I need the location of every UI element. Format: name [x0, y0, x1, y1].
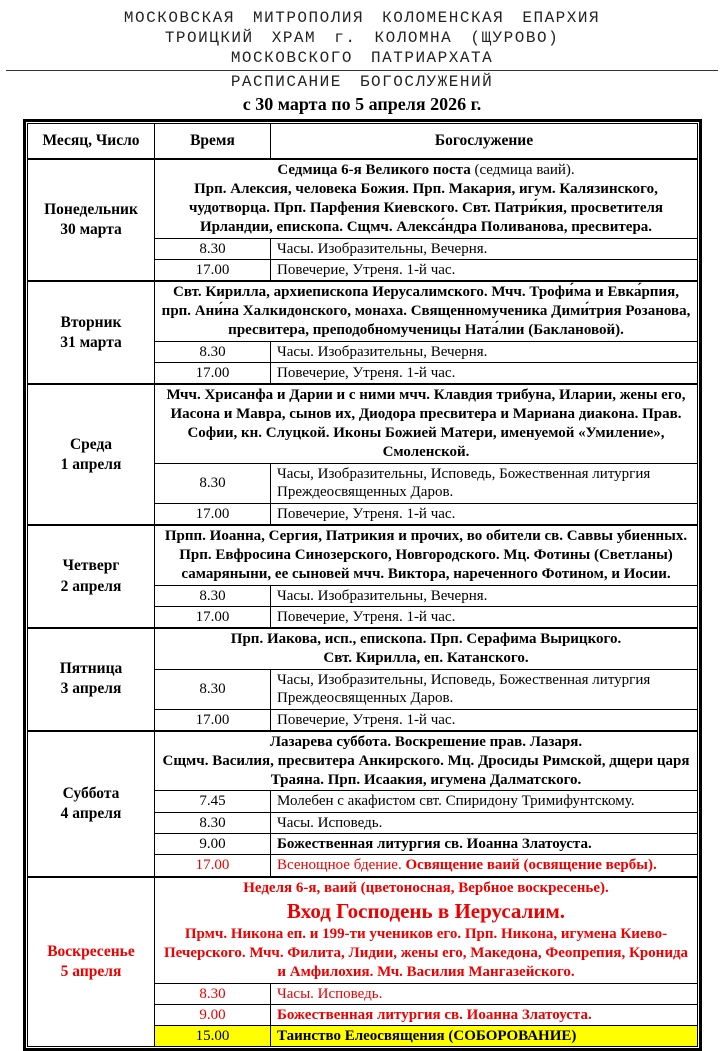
text-segment: Сщмч. Василия, пресвитера Анкирского. Мц. Дросиды Римской, дщери царя Траяна. Прп. Исаакия, игумена Далматского.	[162, 752, 690, 788]
text-segment: Молебен с акафистом свт. Спиридону Тримифунтскому.	[277, 793, 635, 810]
column-header-time: Время	[155, 124, 271, 160]
service-cell	[271, 585, 698, 606]
church-name-line: ТРОИЦКИЙ ХРАМ г. КОЛОМНА (ЩУРОВО)	[164, 29, 560, 47]
text-segment: Повечерие, Утреня. 1-й час.	[277, 505, 456, 522]
day-name: Суббота	[62, 784, 120, 802]
day-date: 30 марта	[60, 221, 122, 239]
time-cell: 8.30	[155, 463, 271, 503]
service-cell	[271, 855, 698, 877]
time-cell: 17.00	[155, 855, 271, 877]
day-cell	[28, 159, 155, 281]
day-cell	[28, 281, 155, 384]
day-section-row	[28, 159, 698, 238]
day-date: 1 апреля	[60, 455, 122, 473]
description-line	[161, 180, 691, 237]
text-segment: Прмч. Никона еп. и 199-ти учеников его. Прп. Никона, игумена Киево-Печерского. Мчч. Филита, Лидии, жены его, Македона, Феопрепия, Кронида и Амфилохия. Мч. Василия Мангазейского.	[163, 925, 689, 980]
day-description	[155, 384, 698, 463]
letterhead	[0, 8, 724, 115]
text-segment: Часы. Изобразительны, Вечерня.	[277, 240, 488, 257]
metropolis-line: МОСКОВСКАЯ МИТРОПОЛИЯ КОЛОМЕНСКАЯ ЕПАРХИЯ	[123, 9, 601, 27]
service-cell	[271, 834, 698, 855]
column-header-month-date: Месяц, Число	[28, 124, 155, 160]
service-cell	[271, 259, 698, 281]
text-segment: Часы. Исповедь.	[277, 985, 383, 1002]
text-segment: Часы. Изобразительны, Вечерня.	[277, 343, 488, 360]
day-section-row	[28, 628, 698, 669]
description-line	[161, 898, 691, 925]
text-segment: Свт. Кирилла, архиепископа Иерусалимского. Мчч. Трофи́ма и Евка́рпия, прп. Ани́на Халкидонского, монаха. Священномученика Дими́трия Розанова, пресвитера, преподобномученицы Ната́лии (Баклановой).	[161, 284, 691, 338]
service-cell	[271, 669, 698, 709]
description-line	[161, 161, 691, 180]
day-date: 3 апреля	[60, 680, 122, 698]
service-cell	[271, 341, 698, 362]
description-line	[161, 752, 691, 790]
time-cell: 17.00	[155, 259, 271, 281]
text-segment: Мчч. Хрисанфа и Дарии и с ними мчч. Клавдия трибуна, Иларии, жены его, Иасона и Мавра, сынов их, Диодора пресвитера и Мариана диакона. Прав. Софии, кн. Слуцкой. Иконы Божией Матери, именуемой «Умиление», Смоленской.	[166, 387, 686, 461]
service-cell	[271, 791, 698, 812]
text-segment: (седмица ваий).	[474, 162, 575, 178]
day-date: 31 марта	[60, 333, 122, 351]
day-description	[155, 731, 698, 791]
day-name: Среда	[69, 435, 113, 453]
service-cell	[271, 812, 698, 833]
schedule-table	[27, 123, 698, 1047]
day-description	[155, 525, 698, 585]
text-segment: Всенощное бдение.	[277, 857, 406, 874]
description-line	[161, 630, 691, 649]
time-cell: 9.00	[155, 834, 271, 855]
time-cell: 17.00	[155, 363, 271, 385]
description-line	[161, 925, 691, 982]
day-cell	[28, 525, 155, 628]
text-segment: Таинство Елеосвящения (СОБОРОВАНИЕ)	[277, 1028, 577, 1045]
service-cell	[271, 238, 698, 259]
text-segment: Божественная литургия св. Иоанна Златоуста.	[277, 1006, 592, 1023]
text-segment: Прпп. Иоанна, Сергия, Патрикия и прочих, во обители св. Саввы убиенных. Прп. Евфросина Синозерского, Новгородского. Мц. Фотины (Светланы) самаряныни, ее сыновей мчч. Виктора, нареченного Фотином, и Иосии.	[164, 527, 688, 582]
day-name: Четверг	[62, 557, 120, 575]
text-segment: Повечерие, Утреня. 1-й час.	[277, 711, 456, 728]
description-line	[161, 527, 691, 584]
text-segment: Свт. Кирилла, еп. Катанского.	[323, 650, 529, 667]
day-section-row	[28, 281, 698, 341]
text-segment: Повечерие, Утреня. 1-й час.	[277, 365, 456, 382]
service-cell	[271, 503, 698, 525]
description-line	[161, 879, 691, 898]
time-cell: 8.30	[155, 812, 271, 833]
day-cell	[28, 628, 155, 731]
time-cell: 8.30	[155, 983, 271, 1004]
service-cell	[271, 463, 698, 503]
day-section-row	[28, 384, 698, 463]
day-cell	[28, 877, 155, 1047]
time-cell: 15.00	[155, 1026, 271, 1047]
day-name: Вторник	[60, 313, 122, 331]
day-name: Воскресенье	[47, 942, 135, 960]
time-cell: 8.30	[155, 669, 271, 709]
text-segment: Лазарева суббота. Воскрешение прав. Лазаря.	[269, 733, 583, 750]
text-segment: Часы, Изобразительны, Исповедь, Божественная литургия Преждеосвященных Даров.	[277, 671, 651, 707]
day-name: Понедельник	[44, 200, 138, 218]
description-line	[161, 386, 691, 462]
text-segment: Седмица 6-я Великого поста	[277, 162, 475, 178]
time-cell: 9.00	[155, 1004, 271, 1025]
patriarchate-line: МОСКОВСКОГО ПАТРИАРХАТА	[230, 49, 494, 67]
column-header-service: Богослужение	[271, 124, 698, 160]
day-section-row	[28, 877, 698, 983]
text-segment: Повечерие, Утреня. 1-й час.	[277, 608, 456, 625]
text-segment: Освящение ваий (освящение вербы).	[405, 857, 657, 874]
day-date: 4 апреля	[60, 804, 122, 822]
date-range: с 30 марта по 5 апреля 2026 г.	[242, 94, 482, 114]
service-cell	[271, 606, 698, 628]
day-section-row	[28, 731, 698, 791]
description-line	[161, 733, 691, 752]
description-line	[161, 283, 691, 340]
text-segment: Прп. Алексия, человека Божия. Прп. Макария, игум. Калязинского, чудотворца. Прп. Парфения Киевского. Свт. Патри́кия, просветителя Ирландии, епископа. Сщмч. Алекса́ндра Поливанова, пресвитера.	[188, 180, 664, 235]
table-header-row	[28, 124, 698, 160]
day-cell	[28, 731, 155, 877]
service-cell	[271, 709, 698, 731]
day-name: Пятница	[59, 660, 123, 678]
service-cell	[271, 363, 698, 385]
time-cell: 17.00	[155, 606, 271, 628]
schedule-title: РАСПИСАНИЕ БОГОСЛУЖЕНИЙ	[230, 73, 494, 91]
day-description	[155, 159, 698, 238]
day-cell	[28, 384, 155, 524]
day-date: 5 апреля	[60, 963, 122, 981]
text-segment: Божественная литургия св. Иоанна Златоуста.	[277, 836, 592, 853]
time-cell: 17.00	[155, 709, 271, 731]
description-line	[161, 649, 691, 668]
text-segment: Прп. Иакова, исп., епископа. Прп. Серафима Вырицкого.	[230, 631, 622, 648]
header-divider	[6, 70, 718, 71]
time-cell: 8.30	[155, 341, 271, 362]
service-cell	[271, 1004, 698, 1025]
text-segment: Часы. Исповедь.	[277, 814, 383, 831]
day-date: 2 апреля	[60, 577, 122, 595]
time-cell: 7.45	[155, 791, 271, 812]
day-description	[155, 877, 698, 983]
day-description	[155, 281, 698, 341]
text-segment: Часы. Изобразительны, Вечерня.	[277, 587, 488, 604]
schedule-table-frame	[23, 119, 702, 1051]
service-cell	[271, 983, 698, 1004]
time-cell: 8.30	[155, 585, 271, 606]
text-segment: Часы, Изобразительны, Исповедь, Божественная литургия Преждеосвященных Даров.	[277, 465, 651, 501]
text-segment: Вход Господень в Иерусалим.	[286, 898, 566, 923]
schedule-table-body	[28, 159, 698, 1047]
day-description	[155, 628, 698, 669]
time-cell: 17.00	[155, 503, 271, 525]
service-cell	[271, 1026, 698, 1047]
text-segment: Повечерие, Утреня. 1-й час.	[277, 261, 456, 278]
day-section-row	[28, 525, 698, 585]
text-segment: Неделя 6-я, ваий (цветоносная, Вербное воскресенье).	[243, 879, 609, 896]
time-cell: 8.30	[155, 238, 271, 259]
